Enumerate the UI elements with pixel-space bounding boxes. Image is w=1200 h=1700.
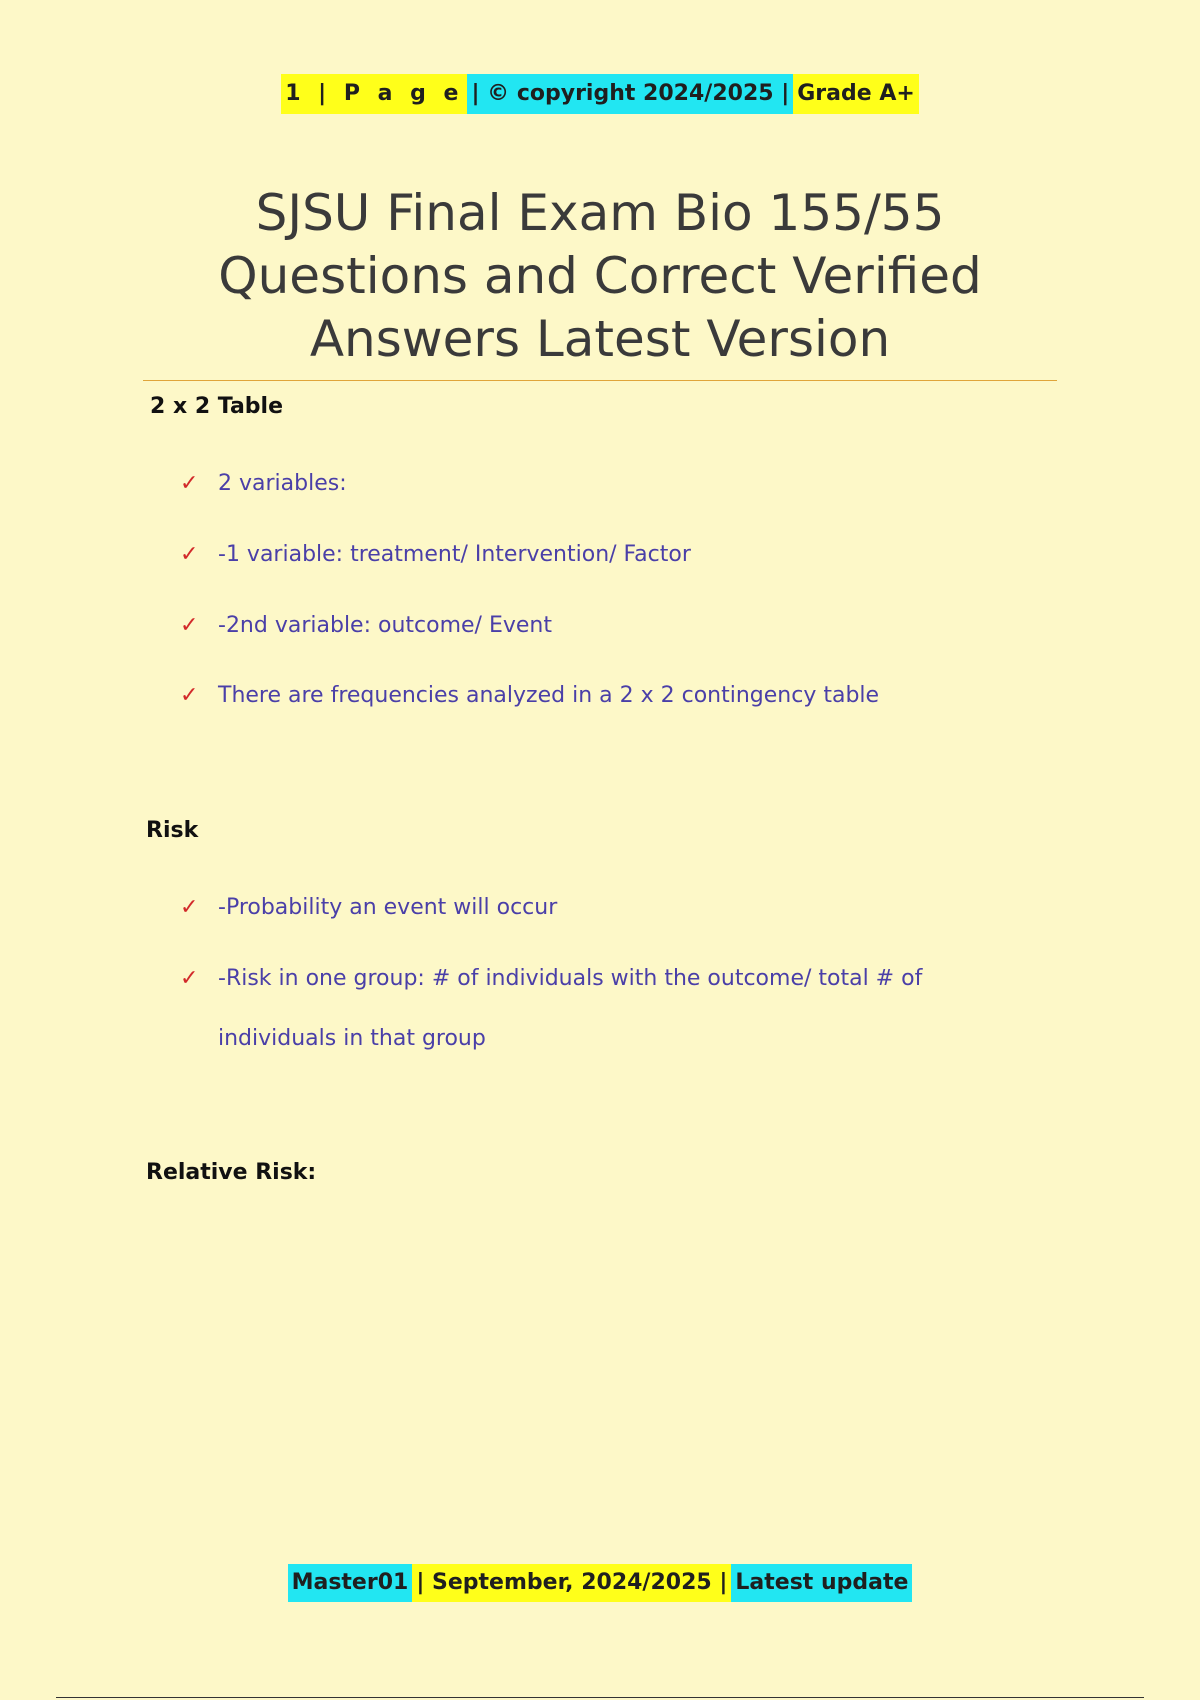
list-item	[180, 608, 980, 644]
list-item	[180, 537, 980, 573]
update-label: Latest update	[731, 1564, 912, 1602]
title-line-2: Questions and Correct Verified	[218, 247, 982, 305]
list-item	[180, 466, 980, 502]
date-label: | September, 2024/2025 |	[412, 1564, 731, 1602]
check-icon: ✓	[180, 966, 199, 991]
page-header	[0, 74, 1200, 114]
list-item	[180, 678, 980, 714]
check-icon: ✓	[180, 683, 199, 708]
list-item	[180, 890, 980, 926]
list-item-text: -Risk in one group: # of individuals with the outcome/ total # of individuals in that group	[218, 966, 923, 1051]
page-number-label: 1 | P a g e	[281, 74, 467, 114]
title-line-3: Answers Latest Version	[309, 310, 891, 368]
list-item-text: There are frequencies analyzed in a 2 x 2 contingency table	[218, 683, 880, 708]
page-footer	[0, 1564, 1200, 1602]
check-icon: ✓	[180, 895, 199, 920]
section-heading-2x2-table: 2 x 2 Table	[150, 394, 284, 419]
section-heading-relative-risk: Relative Risk:	[146, 1160, 317, 1185]
check-icon: ✓	[180, 613, 199, 638]
author-label: Master01	[288, 1564, 413, 1602]
list-item	[180, 961, 960, 1069]
check-icon: ✓	[180, 471, 199, 496]
list-item-text: -2nd variable: outcome/ Event	[218, 613, 552, 638]
section-heading-risk: Risk	[146, 818, 199, 843]
check-icon: ✓	[180, 542, 199, 567]
copyright-label: | © copyright 2024/2025 |	[467, 74, 793, 114]
document-title	[130, 182, 1070, 371]
list-item-text: -Probability an event will occur	[218, 895, 558, 920]
title-line-1: SJSU Final Exam Bio 155/55	[255, 184, 945, 242]
title-divider	[143, 380, 1057, 381]
grade-label: Grade A+	[793, 74, 919, 114]
list-item-text: 2 variables:	[218, 471, 347, 496]
list-item-text: -1 variable: treatment/ Intervention/ Factor	[218, 542, 691, 567]
footer-divider	[56, 1697, 1144, 1698]
